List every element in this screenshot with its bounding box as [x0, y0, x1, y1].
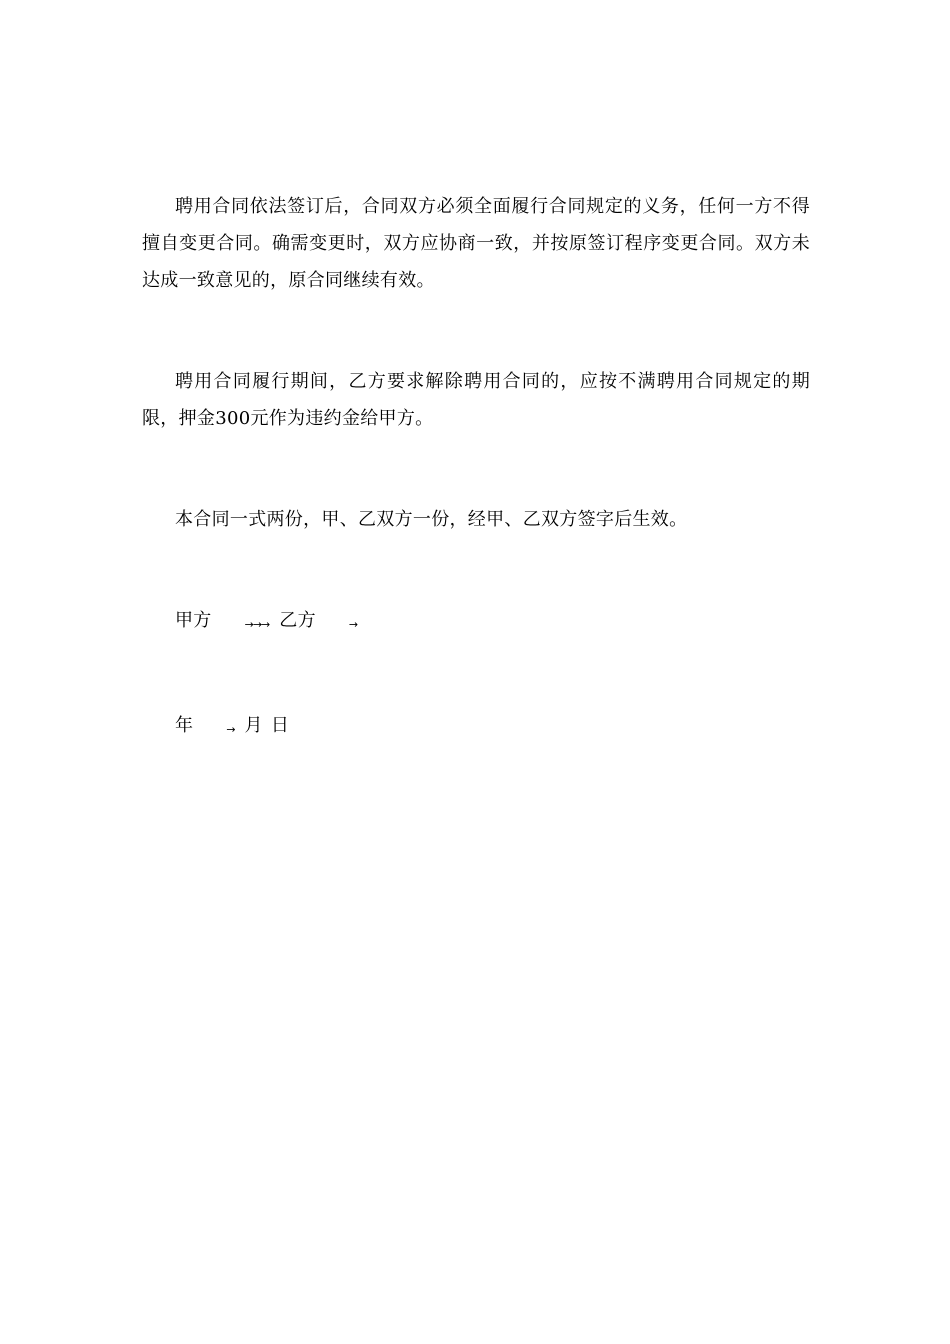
month-label: 月 — [244, 715, 263, 736]
tab-marker-icon: → — [348, 618, 358, 631]
party-b-label: 乙方 — [279, 610, 316, 631]
paragraph-contract-copies: 本合同一式两份，甲、乙双方一份，经甲、乙双方签字后生效。 — [175, 509, 688, 530]
date-line — [142, 707, 810, 748]
year-label: 年 — [175, 715, 194, 736]
document-body — [142, 188, 810, 748]
signature-line — [142, 602, 810, 643]
tab-marker-icon: →→→ — [244, 618, 270, 631]
tab-marker-icon: → — [226, 723, 235, 736]
day-label: 日 — [270, 715, 290, 736]
paragraph-contract-amendment: 聘用合同依法签订后，合同双方必须全面履行合同规定的义务，任何一方不得擅自变更合同。确需变更时，双方应协商一致，并按原签订程序变更合同。双方未达成一致意见的，原合同继续有效。 — [142, 196, 810, 291]
party-a-label: 甲方 — [175, 610, 212, 631]
paragraph-contract-termination: 聘用合同履行期间，乙方要求解除聘用合同的，应按不满聘用合同规定的期限，押金300元作为违约金给甲方。 — [142, 371, 810, 429]
